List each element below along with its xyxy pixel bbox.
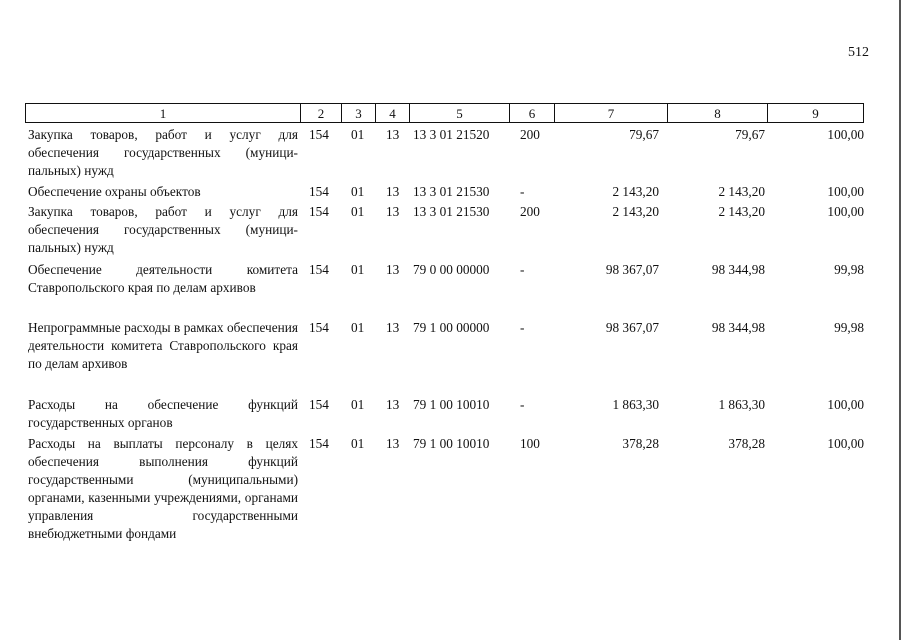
column-header-8: 8 bbox=[667, 104, 767, 122]
row-col-3: 01 bbox=[351, 262, 365, 277]
row-col-9: 100,00 bbox=[827, 127, 864, 142]
row-col-7: 1 863,30 bbox=[612, 397, 659, 412]
row-col-3: 01 bbox=[351, 397, 365, 412]
row-col-2: 154 bbox=[309, 184, 329, 199]
table-header bbox=[25, 103, 864, 123]
column-header-3: 3 bbox=[341, 104, 375, 122]
row-col-8: 1 863,30 bbox=[718, 397, 765, 412]
row-col-7: 2 143,20 bbox=[612, 184, 659, 199]
row-col-4: 13 bbox=[386, 127, 400, 142]
row-col-8: 378,28 bbox=[728, 436, 765, 451]
row-col-5: 79 1 00 10010 bbox=[413, 397, 490, 412]
row-col-5: 79 1 00 10010 bbox=[413, 436, 490, 451]
row-col-2: 154 bbox=[309, 204, 329, 219]
row-col-6: - bbox=[520, 397, 525, 412]
row-col-3: 01 bbox=[351, 204, 365, 219]
row-col-6: - bbox=[520, 262, 525, 277]
row-col-6: 100 bbox=[520, 436, 540, 451]
row-col-9: 100,00 bbox=[827, 184, 864, 199]
column-header-4: 4 bbox=[375, 104, 409, 122]
row-col-9: 100,00 bbox=[827, 204, 864, 219]
row-col-3: 01 bbox=[351, 436, 365, 451]
row-col-6: - bbox=[520, 184, 525, 199]
row-col-6: 200 bbox=[520, 204, 540, 219]
column-header-7: 7 bbox=[554, 104, 667, 122]
row-col-7: 98 367,07 bbox=[605, 320, 659, 335]
row-col-5: 79 1 00 00000 bbox=[413, 320, 490, 335]
row-col-9: 100,00 bbox=[827, 436, 864, 451]
row-col-7: 2 143,20 bbox=[612, 204, 659, 219]
row-col-4: 13 bbox=[386, 320, 400, 335]
page-edge-line bbox=[899, 0, 901, 640]
row-col-5: 13 3 01 21530 bbox=[413, 184, 490, 199]
row-col-8: 2 143,20 bbox=[718, 204, 765, 219]
row-col-4: 13 bbox=[386, 262, 400, 277]
row-col-5: 13 3 01 21530 bbox=[413, 204, 490, 219]
row-col-7: 98 367,07 bbox=[605, 262, 659, 277]
row-col-8: 2 143,20 bbox=[718, 184, 765, 199]
row-col-7: 79,67 bbox=[629, 127, 659, 142]
row-description: Закупка товаров, работ и услуг для обеспечения государственных (муници-пальных) нужд bbox=[28, 204, 298, 255]
row-description: Расходы на обеспечение функций государственных органов bbox=[28, 397, 298, 430]
row-col-8: 98 344,98 bbox=[711, 262, 765, 277]
row-col-3: 01 bbox=[351, 320, 365, 335]
column-header-6: 6 bbox=[509, 104, 554, 122]
row-col-9: 99,98 bbox=[834, 320, 864, 335]
column-header-1: 1 bbox=[159, 106, 167, 121]
row-col-2: 154 bbox=[309, 320, 329, 335]
row-col-8: 79,67 bbox=[735, 127, 765, 142]
column-header-2: 2 bbox=[300, 104, 341, 122]
column-header-5: 5 bbox=[409, 104, 509, 122]
row-col-9: 99,98 bbox=[834, 262, 864, 277]
row-col-6: - bbox=[520, 320, 525, 335]
row-col-7: 378,28 bbox=[622, 436, 659, 451]
row-col-9: 100,00 bbox=[827, 397, 864, 412]
row-col-4: 13 bbox=[386, 397, 400, 412]
row-col-5: 13 3 01 21520 bbox=[413, 127, 490, 142]
row-col-8: 98 344,98 bbox=[711, 320, 765, 335]
row-col-2: 154 bbox=[309, 262, 329, 277]
row-description: Непрограммные расходы в рамках обеспечения деятельности комитета Ставропольского края по делам архивов bbox=[28, 320, 298, 371]
row-col-5: 79 0 00 00000 bbox=[413, 262, 490, 277]
row-description: Расходы на выплаты персоналу в целях обеспечения выполнения функций государственными (муниципальными) органами, казенными учреждениями, органами управления государственными внебюджетными фондами bbox=[28, 436, 298, 541]
page-number: 512 bbox=[848, 45, 869, 60]
column-header-9: 9 bbox=[767, 104, 863, 122]
row-description: Закупка товаров, работ и услуг для обеспечения государственных (муници-пальных) нужд bbox=[28, 127, 298, 178]
row-col-2: 154 bbox=[309, 127, 329, 142]
row-col-4: 13 bbox=[386, 436, 400, 451]
row-col-3: 01 bbox=[351, 184, 365, 199]
row-col-3: 01 bbox=[351, 127, 365, 142]
row-col-2: 154 bbox=[309, 436, 329, 451]
row-description: Обеспечение деятельности комитета Ставропольского края по делам архивов bbox=[28, 262, 298, 295]
row-col-4: 13 bbox=[386, 204, 400, 219]
row-col-6: 200 bbox=[520, 127, 540, 142]
row-description: Обеспечение охраны объектов bbox=[28, 184, 201, 199]
row-col-2: 154 bbox=[309, 397, 329, 412]
row-col-4: 13 bbox=[386, 184, 400, 199]
